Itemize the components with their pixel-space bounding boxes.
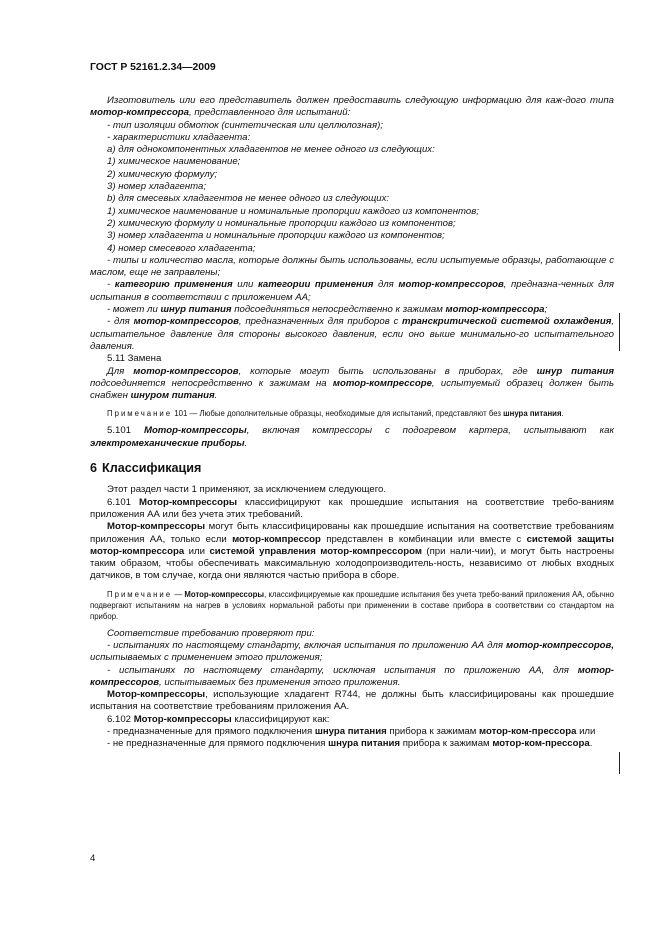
tests-without-annex — [90, 665, 614, 690]
tests-with-annex — [90, 640, 614, 665]
bold-term: мотор-компрессора — [445, 304, 545, 316]
text-run: - испытаниях по настоящему стандарту, исключая испытания по приложению АА, для — [107, 664, 578, 676]
intro-paragraph — [90, 95, 614, 120]
note-101 — [90, 408, 614, 419]
text-run: подсоединяется непосредственно к зажимам на — [90, 377, 333, 389]
note-label: Примечание — [107, 589, 173, 599]
text-run: прибора к зажимам — [400, 738, 493, 750]
bold-term: шнуром питания — [130, 390, 215, 402]
bold-term: Мотор-компрессоры — [143, 425, 247, 437]
list-item: - характеристики хладагента: — [107, 131, 251, 143]
text-run: . — [589, 738, 593, 750]
text-run: , испытуемый образец должен быть снабжен — [90, 377, 614, 402]
bold-term: мотор-ком-прессора — [492, 738, 590, 750]
list-item: 3) номер хладагента и номинальные пропорции каждого из компонентов; — [107, 230, 445, 242]
text-run: - не предназначенные для прямого подключения — [107, 738, 329, 750]
note-text: 101 — Любые дополнительные образцы, необходимые для испытаний, представляют без — [172, 409, 504, 419]
list-item: 1) химическое наименование; — [107, 156, 241, 168]
text-run: , предназна-ченных для испытания в соответствии с приложением АА; — [90, 279, 614, 303]
list-item: 3) номер хладагента; — [107, 181, 207, 193]
list-item: b) для смесевых хладагентов не менее одного из следующих: — [107, 193, 390, 205]
text-run: могут быть классифицированы как прошедшие испытания на соответствие требованиям приложения АА, только если — [90, 521, 614, 545]
text-run: . — [214, 390, 218, 402]
bold-term: мотор-компрессоров, — [506, 639, 614, 651]
list-item: a) для однокомпонентных хладагентов не менее одного из следующих: — [107, 144, 435, 156]
clause-6-101-cont — [90, 521, 614, 582]
text-run: подсоединяться непосредственно к зажимам — [231, 304, 446, 316]
r744-paragraph — [90, 689, 614, 714]
bold-term: категории применения — [257, 279, 374, 291]
text-run: , которые могут быть использованы в приборах, где — [238, 365, 537, 377]
text-run: представлен в комбинации или вместе с — [320, 533, 527, 545]
note-bold: шнура питания — [503, 409, 562, 419]
bold-term: категорию применения — [114, 279, 233, 291]
list-item: 2) химическую формулу и номинальные пропорции каждого из компонентов; — [107, 217, 456, 229]
note-dash: — — [172, 589, 185, 599]
page-number: 4 — [90, 853, 96, 864]
text-run: или — [184, 545, 210, 557]
cord-paragraph — [90, 304, 614, 316]
text-run: или — [576, 726, 596, 738]
bold-term: мотор-компрессор — [232, 533, 321, 545]
note-text: , классифицируемые как прошедшие испытания без учета требо-ваний приложения АА, обычно подвергают испытаниям на нагрев в условиях нормальной работы при применении в составе прибора в соответствии со стандартом на прибор. — [90, 589, 614, 621]
bold-term: шнур питания — [536, 365, 614, 377]
note-bold: Мотор-компрессоры — [184, 589, 265, 599]
bold-term: мотор-компрессоров — [133, 365, 239, 377]
clause-6-101 — [90, 497, 614, 522]
clause-5-101 — [90, 425, 614, 450]
category-paragraph — [90, 279, 614, 304]
page-content — [90, 95, 614, 751]
text-run: 6.102 — [107, 713, 134, 725]
text-run: - испытаниях по настоящему стандарту, включая испытания по приложению АА для — [107, 639, 507, 651]
bold-term: мотор-компрессоров — [398, 279, 504, 291]
text-run: Изготовитель или его представитель должен предоставить следующую информацию для каж-дого типа — [107, 95, 614, 106]
text-run: - для — [107, 316, 134, 328]
text-run: . — [244, 437, 248, 449]
bold-term: Мотор-компрессоры — [107, 521, 206, 533]
list-item: 1) химическое наименование и номинальные пропорции каждого из компонентов; — [107, 205, 479, 217]
info-list — [90, 120, 614, 255]
pressure-paragraph — [90, 316, 614, 353]
text-run: испытываемых с применением этого приложения; — [90, 652, 323, 664]
bold-term: системой защиты мотор-компрессора — [90, 533, 614, 557]
text-run: , использующие хладагент R744, не должны быть классифицированы как прошедшие испытания на соответствие требованиям приложения АА. — [90, 689, 614, 713]
bold-term: шнура питания — [328, 738, 401, 750]
note-label: Примечание — [107, 409, 173, 419]
text-run: , предназначенных для приборов с — [238, 316, 403, 328]
text-run: Для — [107, 365, 134, 377]
bold-term: мотор-ком-прессора — [479, 726, 577, 738]
compliance-paragraph: Соответствие требованию проверяют при: — [107, 627, 315, 639]
section-6-intro: Этот раздел части 1 применяют, за исключением следующего. — [107, 484, 387, 496]
text-run: классифицируют как прошедшие испытания на соответствие требо-ваниям приложения АА или без учета этих требований. — [90, 496, 614, 520]
list-item: - тип изоляции обмоток (синтетическая или целлюлозная); — [107, 119, 383, 131]
bold-term: транскритической системой охлаждения — [402, 316, 612, 328]
bold-term: мотор-компрессора — [90, 107, 189, 119]
clause-6-102 — [90, 714, 614, 726]
note-2 — [90, 589, 614, 622]
text-run: 6.101 — [107, 496, 139, 508]
bold-term: системой управления мотор-компрессором — [209, 545, 422, 557]
bold-term: электромеханические приборы — [90, 437, 245, 449]
text-run: для — [373, 279, 399, 291]
text-run: , включая компрессоры с подогревом картера, испытывают как — [246, 425, 614, 437]
change-bar — [619, 752, 620, 774]
bold-term: шнура питания — [314, 726, 387, 738]
replace-paragraph — [90, 366, 614, 403]
change-bar — [619, 313, 620, 351]
text-run: или — [232, 279, 258, 291]
bold-term: Мотор-компрессоры — [107, 689, 206, 701]
text-run: , представленного для испытаний: — [189, 107, 351, 119]
list-item: 2) химическую формулу; — [107, 168, 218, 180]
section-6-heading — [90, 462, 614, 474]
bold-term: Мотор-компрессоры — [133, 713, 232, 725]
text-run: - может ли — [107, 304, 161, 316]
section-title: Классификация — [102, 461, 202, 476]
section-number: 6 — [90, 461, 98, 476]
oil-paragraph: - типы и количество масла, которые должны быть использованы, если испытуемые образцы, работающие с маслом, еще не заправлены; — [90, 254, 614, 279]
bold-term: Мотор-компрессоры — [138, 496, 238, 508]
bold-term: мотор-компрессоров — [133, 316, 239, 328]
note-end: . — [561, 409, 564, 419]
direct-connection-item — [90, 726, 614, 738]
clause-5-11: 5.11 Замена — [107, 353, 162, 365]
text-run: (при нали-чии), и могут быть настроены таким образом, чтобы обеспечивать максимальную холодопроизводитель-ность, независимо от любых входных датчиков, в том случае, когда они являются частью прибора в сборе. — [90, 545, 614, 582]
text-run: , испытательное давление для стороны высокого давления, если оно выше минимально-го испытательного давления. — [90, 316, 615, 352]
text-run: прибора к зажимам — [386, 726, 480, 738]
text-run: , испытываемых без применения этого приложения. — [159, 676, 401, 688]
text-run: - предназначенные для прямого подключения — [107, 726, 315, 738]
text-run: классифицируют как: — [231, 713, 330, 725]
no-direct-connection-item — [90, 738, 614, 750]
document-header: ГОСТ Р 52161.2.34—2009 — [90, 62, 216, 73]
text-run: ; — [544, 304, 548, 316]
text-run: - — [107, 279, 115, 291]
text-run: 5.101 — [107, 425, 144, 437]
bold-term: шнур питания — [160, 304, 232, 316]
list-item: 4) номер смесевого хладагента; — [107, 242, 256, 254]
bold-term: мотор-компрессоров — [90, 664, 614, 688]
bold-term: мотор-компрессоре — [332, 377, 432, 389]
